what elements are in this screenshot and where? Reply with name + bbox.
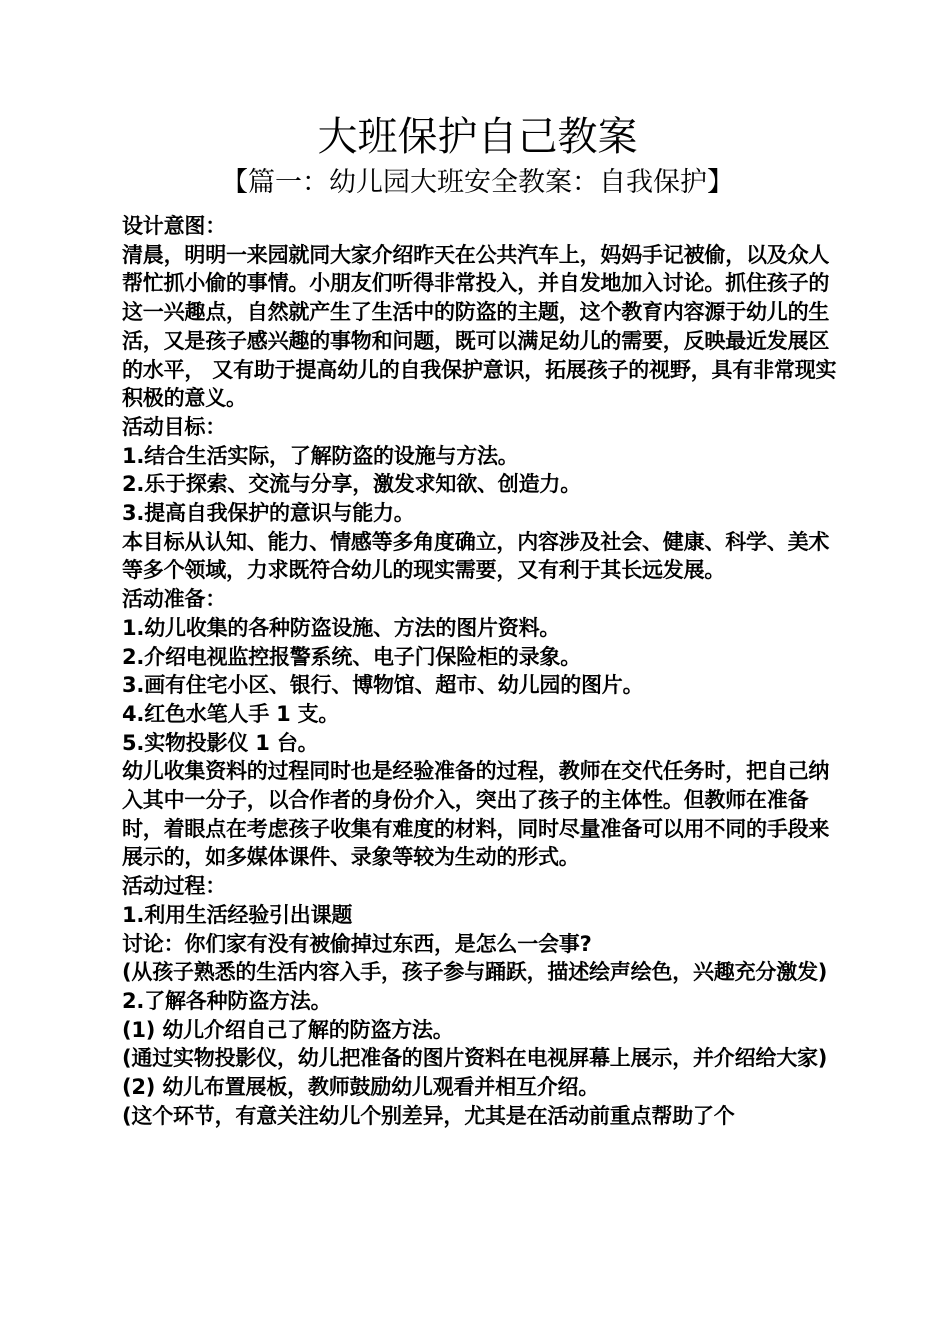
heading-activity-goals: 活动目标： xyxy=(122,414,226,439)
prep-item-3: 3.画有住宅小区、银行、博物馆、超市、幼儿园的图片。 xyxy=(122,673,644,698)
process-discussion: 讨论：你们家有没有被偷掉过东西，是怎么一会事? xyxy=(122,931,592,956)
heading-activity-process: 活动过程： xyxy=(122,874,226,899)
paragraph-design-intent: 清晨，明明一来园就同大家介绍昨天在公共汽车上，妈妈手记被偷，以及众人帮忙抓小偷的事情。小朋友们听得非常投入，并自发地加入讨论。抓住孩子的这一兴趣点，自然就产生了生活中的防盗的主题，这个教育内容源于幼儿的生活，又是孩子感兴趣的事物和问题，既可以满足幼儿的需要，反映最近发展区的水平， 又有助于提高幼儿的自我保护意识，拓展孩子的视野，具有非常现实积极的意义。 xyxy=(122,242,837,411)
goal-item-2: 2.乐于探索、交流与分享，激发求知欲、创造力。 xyxy=(122,472,581,497)
process-step-1: 1.利用生活经验引出课题 xyxy=(122,902,353,927)
process-step-2: 2.了解各种防盗方法。 xyxy=(122,988,332,1013)
document-body xyxy=(115,212,840,1131)
prep-item-4: 4.红色水笔人手 1 支。 xyxy=(122,701,340,726)
paragraph-goals-note: 本目标从认知、能力、情感等多角度确立，内容涉及社会、健康、科学、美术等多个领域，力求既符合幼儿的现实需要，又有利于其长远发展。 xyxy=(122,529,830,583)
process-note-3: (这个环节，有意关注幼儿个别差异，尤其是在活动前重点帮助了个 xyxy=(122,1103,735,1128)
document-title: 大班保护自己教案 xyxy=(317,114,638,160)
process-note-2: (通过实物投影仪，幼儿把准备的图片资料在电视屏幕上展示，并介绍给大家) xyxy=(122,1046,828,1071)
process-note-1: (从孩子熟悉的生活内容入手，孩子参与踊跃，描述绘声绘色，兴趣充分激发) xyxy=(122,960,828,985)
prep-item-2: 2.介绍电视监控报警系统、电子门保险柜的录象。 xyxy=(122,644,581,669)
process-substep-2: (2) 幼儿布置展板，教师鼓励幼儿观看并相互介绍。 xyxy=(122,1075,600,1100)
paragraph-prep-note: 幼儿收集资料的过程同时也是经验准备的过程，教师在交代任务时，把自己纳入其中一分子，以合作者的身份介入，突出了孩子的主体性。但教师在准备时，着眼点在考虑孩子收集有难度的材料，同时尽量准备可以用不同的手段来展示的，如多媒体课件、录象等较为生动的形式。 xyxy=(122,759,830,870)
prep-item-5: 5.实物投影仪 1 台。 xyxy=(122,730,319,755)
heading-design-intent: 设计意图： xyxy=(122,214,226,238)
goal-item-3: 3.提高自我保护的意识与能力。 xyxy=(122,501,415,526)
process-substep-1: (1) 幼儿介绍自己了解的防盗方法。 xyxy=(122,1017,454,1042)
document-subtitle: 【篇一：幼儿园大班安全教案：自我保护】 xyxy=(221,167,734,198)
heading-activity-preparation: 活动准备： xyxy=(122,587,226,612)
prep-item-1: 1.幼儿收集的各种防盗设施、方法的图片资料。 xyxy=(122,615,561,640)
goal-item-1: 1.结合生活实际，了解防盗的设施与方法。 xyxy=(122,443,519,468)
